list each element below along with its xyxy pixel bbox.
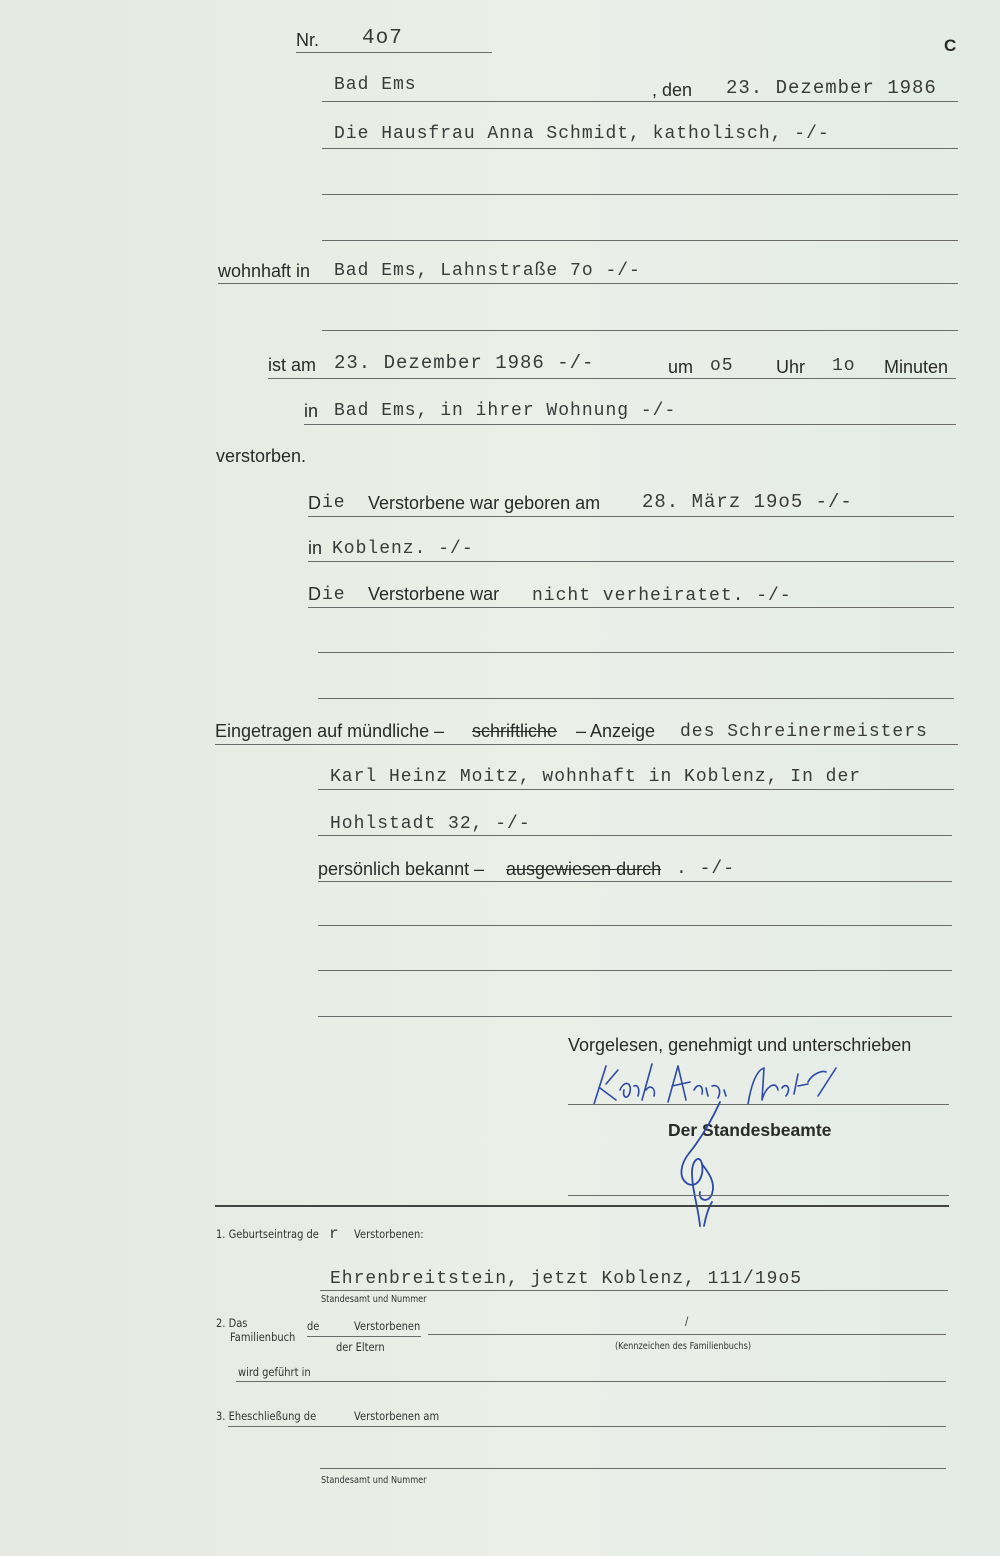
birth-label: Verstorbene war geboren am bbox=[368, 493, 601, 513]
registrar-signature bbox=[668, 1098, 728, 1230]
death-place-underline bbox=[304, 424, 956, 425]
marital-status: nicht verheiratet. -/- bbox=[532, 586, 792, 606]
report-prefix: Eingetragen auf mündliche – bbox=[215, 721, 445, 741]
footer-item2-verstorbenen: Verstorbenen bbox=[354, 1319, 421, 1333]
footer-item2-slash: / bbox=[685, 1314, 689, 1328]
marital-ie-typed: ie bbox=[322, 585, 346, 605]
footer-item1-underline bbox=[320, 1290, 948, 1291]
footer-item3-label: 3. Eheschließung de bbox=[216, 1409, 317, 1423]
entry-number: 4o7 bbox=[362, 27, 403, 50]
nr-label: Nr. bbox=[296, 30, 320, 50]
place-date-underline bbox=[322, 101, 958, 102]
footer-item3-underline bbox=[228, 1426, 946, 1427]
read-approved-label: Vorgelesen, genehmigt und unterschrieben bbox=[568, 1035, 912, 1055]
footer-item3-sublabel: Standesamt und Nummer bbox=[321, 1475, 427, 1486]
informant-line-1: Karl Heinz Moitz, wohnhaft in Koblenz, In der bbox=[330, 767, 862, 787]
birth-date: 28. März 19o5 -/- bbox=[642, 491, 853, 513]
marital-label: Verstorbene war bbox=[368, 584, 500, 604]
ist-am-label: ist am bbox=[268, 355, 317, 375]
blank-underline-1 bbox=[318, 925, 952, 926]
informant-line-2: Hohlstadt 32, -/- bbox=[330, 814, 531, 834]
report-underline bbox=[215, 744, 958, 745]
residence-underline bbox=[218, 283, 958, 284]
birth-underline bbox=[308, 516, 954, 517]
footer-item2-label-b: Familienbuch bbox=[230, 1330, 296, 1344]
corner-mark: C bbox=[944, 36, 957, 55]
nr-underline bbox=[296, 52, 492, 53]
report-struck-written: schriftliche bbox=[472, 721, 558, 741]
registry-place: Bad Ems bbox=[334, 75, 417, 95]
registry-date: 23. Dezember 1986 bbox=[726, 77, 937, 99]
footer-item1-label: 1. Geburtseintrag de bbox=[216, 1227, 319, 1241]
person-underline-3 bbox=[322, 240, 958, 241]
verstorben-label: verstorben. bbox=[216, 446, 307, 466]
birth-d-prefix: D bbox=[308, 493, 321, 513]
birth-ie-typed: ie bbox=[322, 493, 346, 513]
uhr-label: Uhr bbox=[776, 357, 806, 377]
footer-item1-suffix: Verstorbenen: bbox=[354, 1227, 424, 1241]
residence-label: wohnhaft in bbox=[218, 261, 311, 281]
minuten-label: Minuten bbox=[884, 357, 949, 377]
death-underline bbox=[268, 378, 956, 379]
footer-item2-gefuehrt-underline bbox=[236, 1381, 946, 1382]
footer-item2-eltern: der Eltern bbox=[336, 1340, 385, 1354]
residence-value: Bad Ems, Lahnstraße 7o -/- bbox=[334, 261, 641, 281]
footer-item1-sublabel: Standesamt und Nummer bbox=[321, 1294, 427, 1305]
person-underline-1 bbox=[322, 148, 958, 149]
footer-birth-register: Ehrenbreitstein, jetzt Koblenz, 111/19o5 bbox=[330, 1269, 803, 1289]
person-underline-2 bbox=[322, 194, 958, 195]
registrar-signature-line bbox=[568, 1195, 949, 1196]
footer-item2-gefuehrt: wird geführt in bbox=[238, 1365, 311, 1379]
residence-underline-2 bbox=[322, 330, 958, 331]
birth-place-underline bbox=[308, 561, 954, 562]
known-struck: ausgewiesen durch bbox=[506, 859, 662, 879]
den-label: , den bbox=[652, 80, 693, 100]
birth-place: Koblenz. -/- bbox=[332, 539, 474, 559]
footer-item2-underline bbox=[428, 1334, 946, 1335]
report-suffix: – Anzeige bbox=[576, 721, 656, 741]
birth-in-label: in bbox=[308, 538, 323, 558]
known-underline bbox=[318, 881, 952, 882]
registrar-label: Der Standesbeamte bbox=[668, 1120, 832, 1140]
um-label: um bbox=[668, 357, 694, 377]
marital-underline-3 bbox=[318, 698, 954, 699]
footer-item2-de-underline bbox=[307, 1336, 421, 1337]
marital-d-prefix: D bbox=[308, 584, 321, 604]
death-place: Bad Ems, in ihrer Wohnung -/- bbox=[334, 401, 677, 421]
informant-title: des Schreinermeisters bbox=[680, 722, 928, 742]
footer-item1-r: r bbox=[329, 1225, 340, 1243]
marital-underline-2 bbox=[318, 652, 954, 653]
blank-underline-2 bbox=[318, 970, 952, 971]
death-hour: o5 bbox=[710, 356, 734, 376]
informant-underline-2 bbox=[318, 835, 952, 836]
person-description: Die Hausfrau Anna Schmidt, katholisch, -/- bbox=[334, 124, 830, 144]
footer-item2-de: de bbox=[307, 1319, 320, 1333]
footer-item2-label-a: 2. Das bbox=[216, 1316, 248, 1330]
footer-item2-kennzeichen: (Kennzeichen des Familienbuchs) bbox=[615, 1341, 752, 1352]
informant-signature-line bbox=[568, 1104, 949, 1105]
informant-underline-1 bbox=[318, 789, 954, 790]
marital-underline bbox=[308, 607, 954, 608]
death-date: 23. Dezember 1986 -/- bbox=[334, 352, 595, 374]
footer-item3-underline-2 bbox=[320, 1468, 946, 1469]
footer-separator bbox=[215, 1205, 949, 1207]
known-label: persönlich bekannt – bbox=[318, 859, 485, 879]
footer-item3-suffix: Verstorbenen am bbox=[354, 1409, 440, 1423]
known-typed: . -/- bbox=[676, 859, 736, 879]
death-minute: 1o bbox=[832, 356, 856, 376]
death-in-label: in bbox=[304, 401, 319, 421]
blank-underline-3 bbox=[318, 1016, 952, 1017]
